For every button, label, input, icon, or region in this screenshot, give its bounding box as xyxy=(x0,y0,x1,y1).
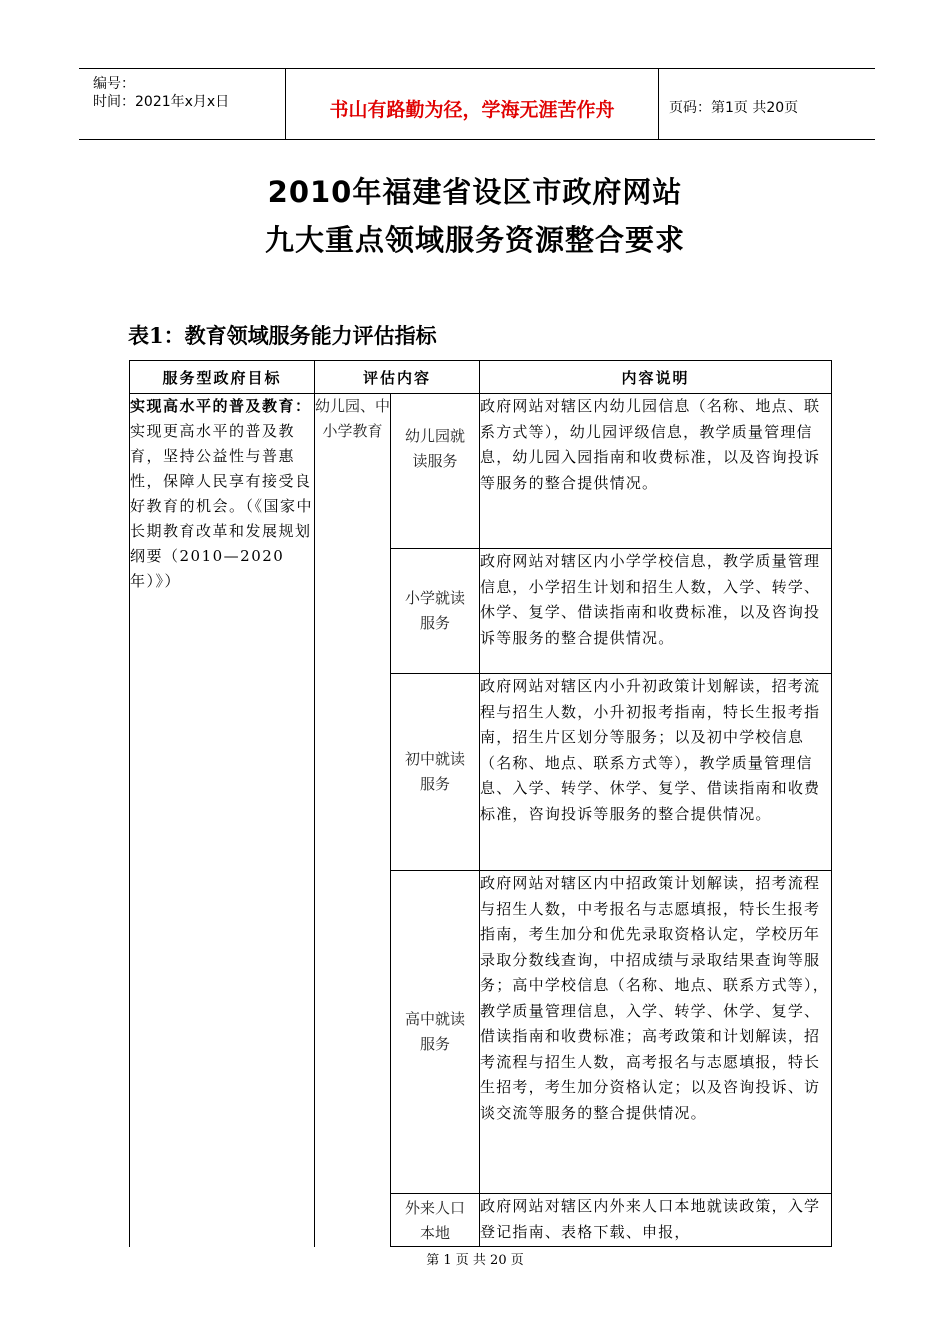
desc-cell: 政府网站对辖区内小升初政策计划解读，招考流程与招生人数，小升初报考指南，特长生报考指南，招生片区划分等服务；以及初中学校信息（名称、地点、联系方式等），教学质量管理信息、入学、转学、休学、复学、借读指南和收费标准，咨询投诉等服务的整合提供情况。 xyxy=(480,674,832,871)
item-cell xyxy=(391,549,480,674)
header-content: 评估内容 xyxy=(315,361,480,394)
goal-bold: 实现高水平的普及教育： xyxy=(130,397,312,415)
desc-cell: 政府网站对辖区内中招政策计划解读，招考流程与招生人数，中考报名与志愿填报，特长生报考指南，考生加分和优先录取资格认定，学校历年录取分数线查询，中招成绩与录取结果查询等服务；高中学校信息（名称、地点、联系方式等），教学质量管理信息，入学、转学、休学、复学、借读指南和收费标准；高考政策和计划解读，招考流程与招生人数，高考报名与志愿填报，特长生招考，考生加分资格认定；以及咨询投诉、访谈交流等服务的整合提供情况。 xyxy=(480,871,832,1194)
desc-cell: 政府网站对辖区内幼儿园信息（名称、地点、联系方式等），幼儿园评级信息，教学质量管理信息，幼儿园入园指南和收费标准，以及咨询投诉等服务的整合提供情况。 xyxy=(480,394,832,549)
table-header-row xyxy=(130,361,832,394)
item-cell xyxy=(391,674,480,871)
item-cell xyxy=(391,871,480,1194)
stage-text: 幼儿园、中小学教育 xyxy=(315,397,391,440)
item-cell xyxy=(391,394,480,549)
desc-cell: 政府网站对辖区内外来人口本地就读政策，入学登记指南、表格下载、申报， xyxy=(480,1194,832,1247)
header-desc: 内容说明 xyxy=(480,361,832,394)
header-info-cell xyxy=(79,69,286,139)
page-title-line2: 九大重点领域服务资源整合要求 xyxy=(264,223,685,257)
item-label: 幼儿园就读服务 xyxy=(405,427,466,470)
stage-cell xyxy=(315,394,391,1247)
item-cell xyxy=(391,1194,480,1247)
desc-cell: 政府网站对辖区内小学学校信息，教学质量管理信息，小学招生计划和招生人数，入学、转学、休学、复学、借读指南和收费标准，以及咨询投诉等服务的整合提供情况。 xyxy=(480,549,832,674)
table-row xyxy=(130,394,832,549)
item-label: 外来人口本地 xyxy=(405,1199,466,1242)
number-label: 编号： xyxy=(93,76,135,92)
page-title-line1: 2010年福建省设区市政府网站 xyxy=(267,175,683,209)
page-label: 页码：第1页 共20页 xyxy=(669,100,799,116)
header-goal: 服务型政府目标 xyxy=(130,361,315,394)
header-page-cell xyxy=(659,69,875,139)
header-motto-cell xyxy=(286,69,659,139)
table-caption: 表1：教育领域服务能力评估指标 xyxy=(128,323,437,348)
item-label: 初中就读服务 xyxy=(405,750,466,793)
goal-cell xyxy=(130,394,315,1247)
item-label: 小学就读服务 xyxy=(405,589,466,632)
page-footer: 第 1 页 共 20 页 xyxy=(426,1253,524,1268)
item-label: 高中就读服务 xyxy=(405,1010,466,1053)
goal-text: 实现更高水平的普及教育，坚持公益性与普惠性，保障人民享有接受良好教育的机会。（《国家中长期教育改革和发展规划纲要（2010—2020年）》） xyxy=(130,422,314,590)
motto: 书山有路勤为径，学海无涯苦作舟 xyxy=(329,99,615,121)
time-label: 时间：2021年x月x日 xyxy=(93,94,230,110)
document-header xyxy=(79,68,875,140)
education-table xyxy=(129,360,832,1247)
